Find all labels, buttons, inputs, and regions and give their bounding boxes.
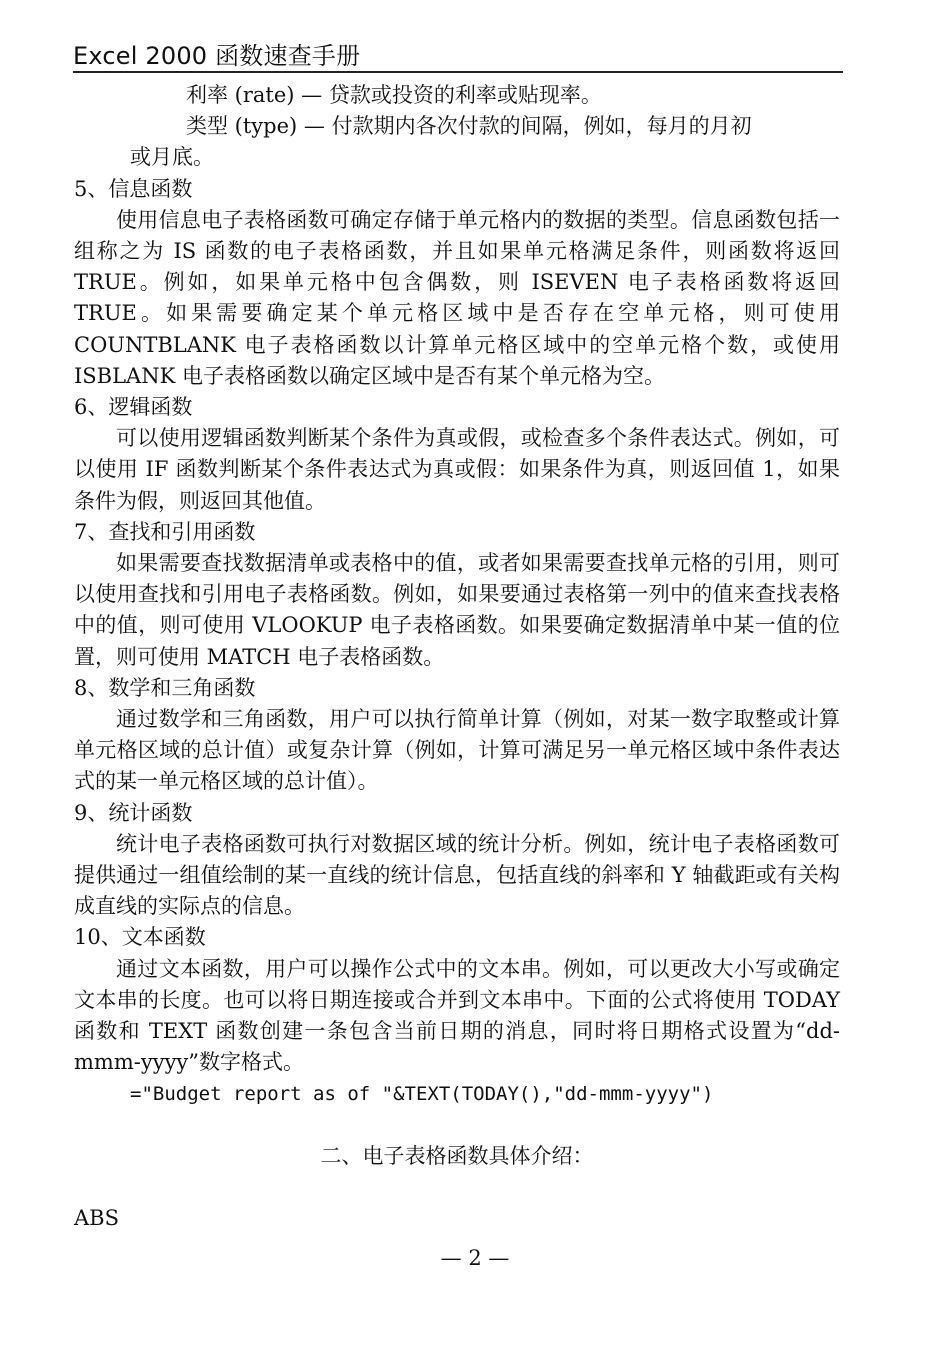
section-heading-lookup-functions: 7、查找和引用函数 <box>74 519 256 544</box>
paragraph-math-functions: 通过数学和三角函数，用户可以执行简单计算（例如，对某一数字取整或计算单元格区域的总计值）或复杂计算（例如，计算可满足另一单元格区域中条件表达式的某一单元格区域的总计值）。 <box>74 707 840 794</box>
page-number: — 2 — <box>440 1246 510 1270</box>
section-heading-text-functions: 10、文本函数 <box>74 925 206 950</box>
section-heading-logical-functions: 6、逻辑函数 <box>74 395 193 420</box>
type-definition: 类型 (type) — 付款期内各次付款的间隔，例如，每月的月初 <box>186 114 752 139</box>
running-header-title: Excel 2000 函数速查手册 <box>73 42 361 70</box>
rate-definition: 利率 (rate) — 贷款或投资的利率或贴现率。 <box>186 83 602 107</box>
type-definition-continued: 或月底。 <box>130 145 214 170</box>
page-body <box>74 80 840 1234</box>
paragraph-logical-functions: 可以使用逻辑函数判断某个条件为真或假，或检查多个条件表达式。例如，可以使用 IF 函数判断某个条件表达式为真或假：如果条件为真，则返回值 1，如果条件为假，则返回其他值。 <box>74 426 840 513</box>
paragraph-info-functions: 使用信息电子表格函数可确定存储于单元格内的数据的类型。信息函数包括一组称之为 IS 函数的电子表格函数，并且如果单元格满足条件，则函数将返回 TRUE。例如，如果单元格中包含偶数，则 ISEVEN 电子表格函数将返回 TRUE。如果需要确定某个单元格区域中是否存在空单元格，则可使用 COUNTBLANK 电子表格函数以计算单元格区域中的空单元格个数，或使用 ISBLANK 电子表格函数以确定区域中是否有某个单元格为空。 <box>74 207 840 388</box>
formula-example: ="Budget report as of "&TEXT(TODAY(),"dd-mmm-yyyy") <box>130 1082 714 1105</box>
chapter-section-title: 二、电子表格函数具体介绍： <box>320 1143 594 1168</box>
function-name-abs: ABS <box>74 1205 119 1230</box>
paragraph-text-functions: 通过文本函数，用户可以操作公式中的文本串。例如，可以更改大小写或确定文本串的长度。也可以将日期连接或合并到文本串中。下面的公式将使用 TODAY 函数和 TEXT 函数创建一条包含当前日期的消息，同时将日期格式设置为“dd-mmm-yyyy”数字格式。 <box>74 956 840 1075</box>
paragraph-statistical-functions: 统计电子表格函数可执行对数据区域的统计分析。例如，统计电子表格函数可提供通过一组值绘制的某一直线的统计信息，包括直线的斜率和 Y 轴截距或有关构成直线的实际点的信息。 <box>74 831 840 919</box>
section-heading-info-functions: 5、信息函数 <box>74 176 193 201</box>
paragraph-lookup-functions: 如果需要查找数据清单或表格中的值，或者如果需要查找单元格的引用，则可以使用查找和引用电子表格函数。例如，如果要通过表格第一列中的值来查找表格中的值，则可使用 VLOOKUP 电子表格函数。如果要确定数据清单中某一值的位置，则可使用 MATCH 电子表格函数。 <box>74 551 840 669</box>
section-heading-statistical-functions: 9、统计函数 <box>74 800 193 825</box>
section-heading-math-functions: 8、数学和三角函数 <box>74 675 256 700</box>
header-rule <box>73 71 843 73</box>
